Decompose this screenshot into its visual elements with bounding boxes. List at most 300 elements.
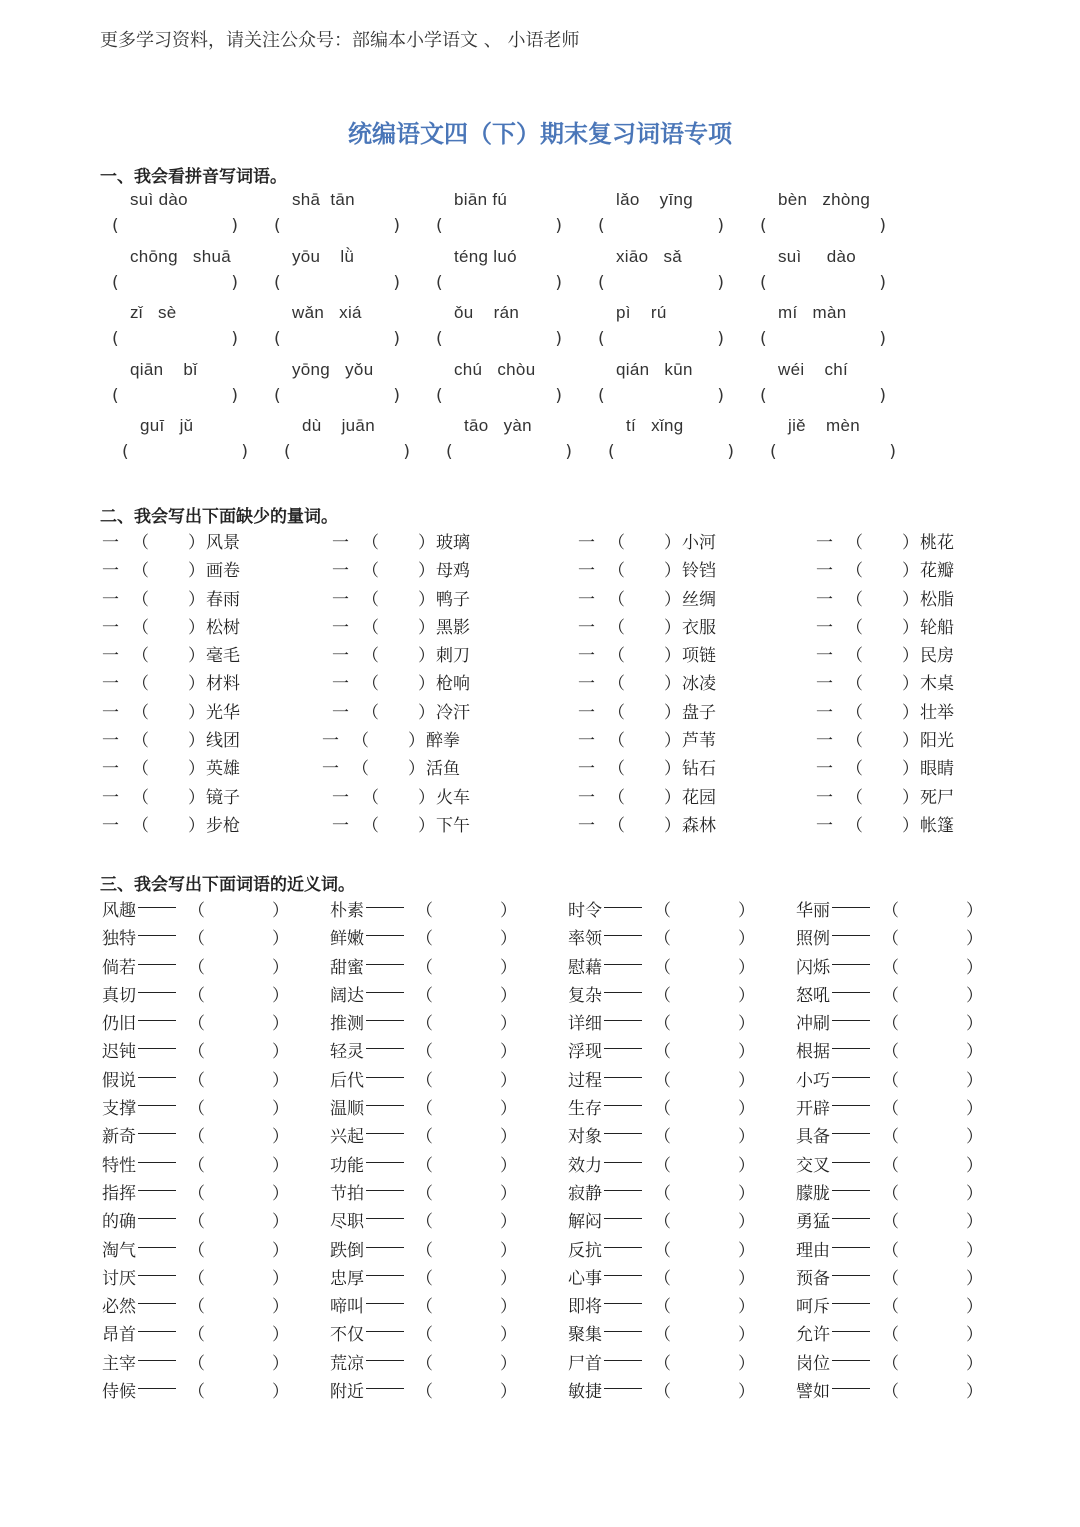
dash-line	[604, 1020, 642, 1021]
right-paren: ）	[272, 1127, 289, 1148]
right-paren: )	[717, 272, 724, 293]
source-word: 解闷	[568, 1212, 602, 1233]
pinyin-item	[770, 416, 930, 472]
answer-blank[interactable]	[380, 643, 418, 665]
right-paren: ）	[966, 1099, 983, 1120]
answer-blank[interactable]	[900, 1153, 964, 1175]
left-paren: （	[608, 787, 625, 808]
answer-blank[interactable]	[434, 955, 498, 977]
left-paren: (	[598, 272, 605, 293]
answer-blank[interactable]	[150, 700, 188, 722]
answer-blank[interactable]	[672, 1068, 736, 1090]
synonym-item	[568, 1320, 755, 1348]
noun-word: 春雨	[206, 589, 240, 610]
answer-blank[interactable]	[900, 1351, 964, 1373]
source-word: 风趣	[102, 901, 136, 921]
answer-blank[interactable]	[598, 329, 724, 353]
dash-line	[138, 1388, 176, 1389]
answer-blank[interactable]	[434, 1209, 498, 1231]
synonym-row	[102, 1236, 982, 1264]
right-paren: ）	[272, 1382, 289, 1403]
left-paren: (	[598, 216, 605, 236]
answer-blank[interactable]	[900, 1096, 964, 1118]
answer-blank[interactable]	[864, 587, 902, 609]
answer-blank[interactable]	[436, 386, 562, 410]
measure-prefix: 一	[322, 759, 339, 780]
source-word: 呵斥	[796, 1297, 830, 1318]
synonym-item	[796, 924, 983, 952]
answer-blank[interactable]	[206, 1096, 270, 1118]
right-paren: ）	[738, 1325, 755, 1346]
noun-word: 冰凌	[682, 674, 716, 695]
answer-blank[interactable]	[598, 386, 724, 410]
answer-blank[interactable]	[434, 1096, 498, 1118]
right-paren: ）	[738, 957, 755, 978]
answer-blank[interactable]	[150, 785, 188, 807]
right-paren: ）	[188, 533, 205, 553]
answer-blank[interactable]	[900, 1209, 964, 1231]
answer-blank[interactable]	[206, 1068, 270, 1090]
dash-line	[604, 1133, 642, 1134]
answer-blank[interactable]	[150, 671, 188, 693]
answer-blank[interactable]	[206, 983, 270, 1005]
answer-blank[interactable]	[900, 898, 964, 920]
synonym-item	[796, 1292, 983, 1320]
left-paren: (	[598, 385, 605, 406]
answer-blank[interactable]	[672, 1124, 736, 1146]
right-paren: ）	[738, 1297, 755, 1318]
answer-blank[interactable]	[434, 1039, 498, 1061]
right-paren: ）	[966, 1183, 983, 1204]
left-paren: （	[882, 1183, 899, 1204]
answer-blank[interactable]	[206, 1238, 270, 1260]
synonym-row	[102, 924, 982, 952]
answer-blank[interactable]	[672, 1209, 736, 1231]
noun-word: 花瓣	[920, 561, 954, 582]
synonym-item	[102, 1151, 289, 1179]
answer-blank[interactable]	[900, 983, 964, 1005]
measure-prefix: 一	[816, 533, 833, 553]
answer-blank[interactable]	[760, 216, 886, 240]
answer-blank[interactable]	[626, 785, 664, 807]
answer-blank[interactable]	[150, 643, 188, 665]
dash-line	[604, 1360, 642, 1361]
answer-blank[interactable]	[672, 1096, 736, 1118]
synonym-item	[568, 1122, 755, 1150]
answer-blank[interactable]	[274, 386, 400, 410]
noun-word: 火车	[436, 787, 470, 808]
answer-blank[interactable]	[864, 813, 902, 835]
synonym-item	[568, 1349, 755, 1377]
answer-blank[interactable]	[274, 329, 400, 353]
answer-blank[interactable]	[900, 1039, 964, 1061]
right-paren: ）	[500, 1127, 517, 1148]
answer-blank[interactable]	[626, 587, 664, 609]
source-word: 尽职	[330, 1212, 364, 1233]
source-word: 小巧	[796, 1070, 830, 1091]
answer-blank[interactable]	[434, 1294, 498, 1316]
noun-word: 下午	[436, 815, 470, 836]
synonym-item	[330, 1151, 517, 1179]
answer-blank[interactable]	[380, 700, 418, 722]
left-paren: (	[274, 272, 281, 293]
left-paren: （	[132, 533, 149, 553]
noun-word: 毫毛	[206, 646, 240, 667]
answer-blank[interactable]	[112, 386, 238, 410]
noun-word: 民房	[920, 646, 954, 667]
synonym-item	[568, 924, 755, 952]
left-paren: （	[608, 702, 625, 723]
synonym-item	[796, 1009, 983, 1037]
right-paren: ）	[966, 1042, 983, 1063]
answer-blank[interactable]	[434, 1238, 498, 1260]
answer-blank[interactable]	[274, 273, 400, 297]
noun-word: 芦苇	[682, 731, 716, 752]
answer-blank[interactable]	[900, 1266, 964, 1288]
synonym-item	[796, 1179, 983, 1207]
answer-blank[interactable]	[760, 329, 886, 353]
answer-blank[interactable]	[150, 530, 188, 552]
source-word: 假说	[102, 1070, 136, 1091]
answer-blank[interactable]	[206, 1322, 270, 1344]
left-paren: （	[188, 1297, 205, 1318]
answer-blank[interactable]	[672, 1181, 736, 1203]
answer-blank[interactable]	[900, 1294, 964, 1316]
answer-blank[interactable]	[608, 442, 734, 466]
answer-blank[interactable]	[434, 1124, 498, 1146]
right-paren: ）	[188, 617, 205, 638]
left-paren: （	[416, 1382, 433, 1403]
synonym-item	[568, 1151, 755, 1179]
answer-blank[interactable]	[672, 898, 736, 920]
right-paren: ）	[500, 1382, 517, 1403]
right-paren: ）	[902, 787, 919, 808]
answer-blank[interactable]	[150, 756, 188, 778]
noun-word: 松脂	[920, 589, 954, 610]
measure-prefix: 一	[578, 702, 595, 723]
pinyin-item	[112, 360, 272, 416]
answer-blank[interactable]	[900, 955, 964, 977]
answer-blank[interactable]	[380, 615, 418, 637]
answer-blank[interactable]	[626, 700, 664, 722]
synonym-item	[102, 981, 289, 1009]
right-paren: ）	[966, 901, 983, 921]
answer-blank[interactable]	[900, 1011, 964, 1033]
right-paren: ）	[500, 1268, 517, 1289]
answer-blank[interactable]	[626, 558, 664, 580]
right-paren: )	[393, 385, 400, 406]
synonym-item	[330, 1207, 517, 1235]
answer-blank[interactable]	[598, 273, 724, 297]
dash-line	[138, 1133, 176, 1134]
answer-blank[interactable]	[672, 1153, 736, 1175]
answer-blank[interactable]	[436, 216, 562, 240]
dash-line	[604, 935, 642, 936]
answer-blank[interactable]	[206, 1266, 270, 1288]
answer-blank[interactable]	[672, 1238, 736, 1260]
answer-blank[interactable]	[206, 898, 270, 920]
pinyin-item	[112, 303, 272, 359]
synonym-item	[568, 1292, 755, 1320]
answer-blank[interactable]	[150, 587, 188, 609]
answer-blank[interactable]	[206, 926, 270, 948]
answer-blank[interactable]	[672, 1379, 736, 1401]
answer-blank[interactable]	[672, 1322, 736, 1344]
answer-blank[interactable]	[436, 273, 562, 297]
synonym-item	[102, 1009, 289, 1037]
synonym-item	[330, 896, 517, 924]
answer-blank[interactable]	[434, 898, 498, 920]
left-paren: （	[882, 1325, 899, 1346]
measure-prefix: 一	[332, 674, 349, 695]
left-paren: （	[882, 929, 899, 950]
answer-blank[interactable]	[112, 273, 238, 297]
answer-blank[interactable]	[434, 1068, 498, 1090]
dash-line	[604, 1218, 642, 1219]
answer-blank[interactable]	[446, 442, 572, 466]
measure-word-row	[102, 613, 982, 641]
source-word: 不仅	[330, 1325, 364, 1346]
answer-blank[interactable]	[370, 728, 408, 750]
answer-blank[interactable]	[434, 926, 498, 948]
left-paren: （	[362, 561, 379, 582]
left-paren: （	[416, 1014, 433, 1035]
source-word: 华丽	[796, 901, 830, 921]
noun-word: 材料	[206, 674, 240, 695]
answer-blank[interactable]	[900, 1068, 964, 1090]
answer-blank[interactable]	[626, 530, 664, 552]
left-paren: （	[654, 1014, 671, 1035]
synonym-row	[102, 1377, 982, 1405]
answer-blank[interactable]	[672, 1266, 736, 1288]
right-paren: )	[717, 385, 724, 406]
answer-blank[interactable]	[112, 329, 238, 353]
source-word: 推测	[330, 1014, 364, 1035]
measure-prefix: 一	[816, 646, 833, 667]
page-title: 统编语文四（下）期末复习词语专项	[348, 120, 732, 148]
answer-blank[interactable]	[900, 926, 964, 948]
answer-blank[interactable]	[206, 1124, 270, 1146]
right-paren: ）	[664, 674, 681, 695]
source-word: 详细	[568, 1014, 602, 1035]
answer-blank[interactable]	[434, 1181, 498, 1203]
right-paren: ）	[664, 702, 681, 723]
answer-blank[interactable]	[370, 756, 408, 778]
answer-blank[interactable]	[206, 1294, 270, 1316]
right-paren: ）	[966, 1325, 983, 1346]
right-paren: )	[393, 272, 400, 293]
dash-line	[832, 1247, 870, 1248]
source-word: 允许	[796, 1325, 830, 1346]
answer-blank[interactable]	[434, 1266, 498, 1288]
right-paren: ）	[902, 815, 919, 836]
answer-blank[interactable]	[206, 1153, 270, 1175]
answer-blank[interactable]	[760, 386, 886, 410]
right-paren: ）	[500, 1353, 517, 1374]
right-paren: ）	[738, 1155, 755, 1176]
answer-blank[interactable]	[150, 615, 188, 637]
answer-blank[interactable]	[150, 813, 188, 835]
source-word: 心事	[568, 1268, 602, 1289]
answer-blank[interactable]	[864, 700, 902, 722]
answer-blank[interactable]	[864, 530, 902, 552]
answer-blank[interactable]	[436, 329, 562, 353]
answer-blank[interactable]	[206, 1379, 270, 1401]
answer-blank[interactable]	[864, 671, 902, 693]
answer-blank[interactable]	[770, 442, 896, 466]
dash-line	[366, 1020, 404, 1021]
answer-blank[interactable]	[900, 1379, 964, 1401]
answer-blank[interactable]	[122, 442, 248, 466]
measure-prefix: 一	[816, 674, 833, 695]
right-paren: ）	[418, 815, 435, 836]
synonym-item	[796, 1151, 983, 1179]
dash-line	[138, 1162, 176, 1163]
answer-blank[interactable]	[672, 1351, 736, 1373]
synonym-item	[102, 924, 289, 952]
right-paren: ）	[418, 674, 435, 695]
answer-blank[interactable]	[626, 643, 664, 665]
noun-word: 阳光	[920, 731, 954, 752]
right-paren: ）	[272, 1240, 289, 1261]
synonym-item	[796, 1320, 983, 1348]
pinyin-item	[284, 416, 444, 472]
answer-blank[interactable]	[672, 955, 736, 977]
answer-blank[interactable]	[900, 1238, 964, 1260]
right-paren: )	[889, 442, 896, 462]
synonym-item	[796, 1066, 983, 1094]
answer-blank[interactable]	[864, 643, 902, 665]
answer-blank[interactable]	[672, 1039, 736, 1061]
answer-blank[interactable]	[274, 216, 400, 240]
source-word: 温顺	[330, 1099, 364, 1120]
answer-blank[interactable]	[434, 983, 498, 1005]
answer-blank[interactable]	[206, 1039, 270, 1061]
right-paren: ）	[664, 561, 681, 582]
answer-blank[interactable]	[672, 926, 736, 948]
answer-blank[interactable]	[864, 785, 902, 807]
right-paren: ）	[418, 561, 435, 582]
synonym-item	[330, 1264, 517, 1292]
left-paren: (	[770, 442, 777, 462]
dash-line	[366, 1190, 404, 1191]
answer-blank[interactable]	[206, 1351, 270, 1373]
pinyin-item	[436, 303, 596, 359]
right-paren: ）	[418, 646, 435, 667]
answer-blank[interactable]	[434, 1153, 498, 1175]
left-paren: （	[132, 646, 149, 667]
dash-line	[832, 1303, 870, 1304]
answer-blank[interactable]	[864, 615, 902, 637]
dash-line	[604, 1077, 642, 1078]
dash-line	[138, 1077, 176, 1078]
answer-blank[interactable]	[150, 728, 188, 750]
right-paren: ）	[966, 1127, 983, 1148]
answer-blank[interactable]	[626, 756, 664, 778]
answer-blank[interactable]	[672, 1294, 736, 1316]
answer-blank[interactable]	[900, 1322, 964, 1344]
noun-word: 母鸡	[436, 561, 470, 582]
answer-blank[interactable]	[760, 273, 886, 297]
answer-blank[interactable]	[434, 1322, 498, 1344]
noun-word: 森林	[682, 815, 716, 836]
answer-blank[interactable]	[380, 558, 418, 580]
answer-blank[interactable]	[864, 558, 902, 580]
measure-prefix: 一	[332, 702, 349, 723]
answer-blank[interactable]	[626, 671, 664, 693]
left-paren: （	[608, 731, 625, 752]
answer-blank[interactable]	[598, 216, 724, 240]
answer-blank[interactable]	[380, 785, 418, 807]
answer-blank[interactable]	[206, 955, 270, 977]
answer-blank[interactable]	[900, 1124, 964, 1146]
right-paren: ）	[738, 1212, 755, 1233]
source-word: 甜蜜	[330, 957, 364, 978]
answer-blank[interactable]	[434, 1011, 498, 1033]
answer-blank[interactable]	[626, 813, 664, 835]
left-paren: （	[654, 1240, 671, 1261]
answer-blank[interactable]	[206, 1209, 270, 1231]
right-paren: ）	[738, 1183, 755, 1204]
right-paren: ）	[738, 901, 755, 921]
measure-prefix: 一	[816, 589, 833, 610]
left-paren: （	[654, 929, 671, 950]
answer-blank[interactable]	[672, 983, 736, 1005]
answer-blank[interactable]	[626, 615, 664, 637]
answer-blank[interactable]	[864, 728, 902, 750]
synonym-item	[102, 1264, 289, 1292]
answer-blank[interactable]	[150, 558, 188, 580]
answer-blank[interactable]	[434, 1351, 498, 1373]
pinyin-item	[598, 303, 758, 359]
answer-blank[interactable]	[626, 728, 664, 750]
answer-blank[interactable]	[672, 1011, 736, 1033]
answer-blank[interactable]	[900, 1181, 964, 1203]
answer-blank[interactable]	[380, 813, 418, 835]
left-paren: (	[760, 329, 767, 349]
left-paren: (	[274, 216, 281, 236]
right-paren: )	[231, 329, 238, 349]
left-paren: （	[654, 901, 671, 921]
answer-blank[interactable]	[380, 587, 418, 609]
source-word: 寂静	[568, 1183, 602, 1204]
measure-prefix: 一	[332, 815, 349, 836]
answer-blank[interactable]	[380, 530, 418, 552]
measure-word-row	[102, 811, 982, 839]
answer-blank[interactable]	[284, 442, 410, 466]
left-paren: （	[132, 702, 149, 723]
dash-line	[832, 1388, 870, 1389]
answer-blank[interactable]	[864, 756, 902, 778]
answer-blank[interactable]	[380, 671, 418, 693]
answer-blank[interactable]	[112, 216, 238, 240]
synonym-item	[796, 1236, 983, 1264]
left-paren: (	[446, 442, 453, 462]
source-word: 附近	[330, 1382, 364, 1403]
synonym-item	[330, 1349, 517, 1377]
measure-prefix: 一	[332, 617, 349, 638]
dash-line	[832, 1218, 870, 1219]
pinyin-text: wǎn xiá	[292, 303, 362, 322]
left-paren: （	[608, 646, 625, 667]
left-paren: （	[188, 1212, 205, 1233]
right-paren: ）	[664, 646, 681, 667]
answer-blank[interactable]	[206, 1181, 270, 1203]
dash-line	[832, 1360, 870, 1361]
answer-blank[interactable]	[434, 1379, 498, 1401]
right-paren: ）	[664, 617, 681, 638]
answer-blank[interactable]	[206, 1011, 270, 1033]
